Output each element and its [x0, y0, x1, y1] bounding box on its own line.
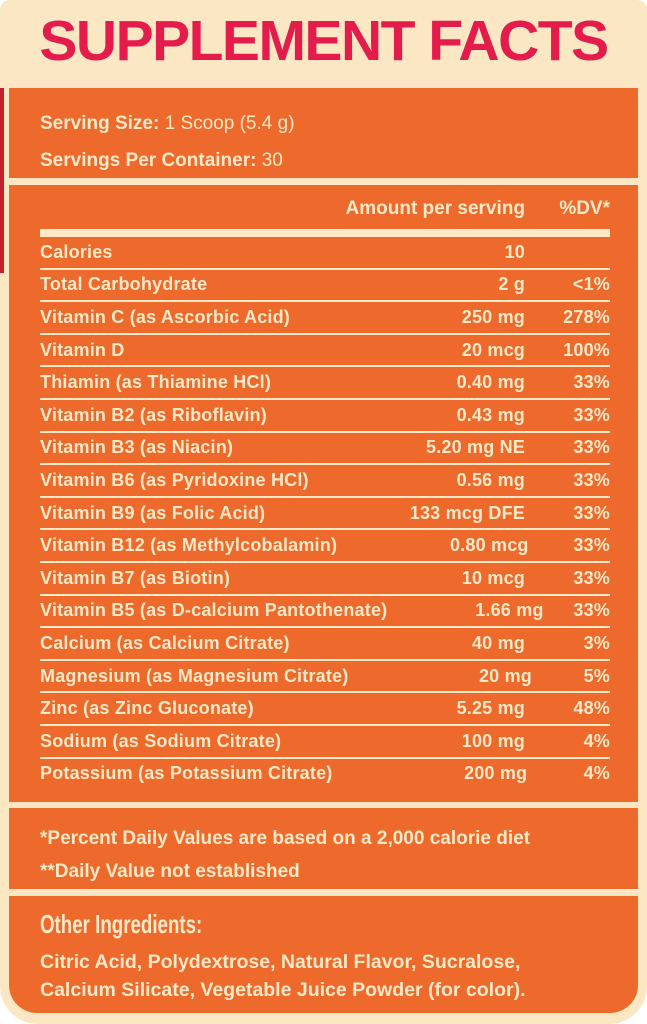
table-row	[40, 400, 610, 433]
table-row	[40, 596, 610, 629]
table-row	[40, 530, 610, 563]
column-header-amount: Amount per serving	[345, 198, 525, 219]
nutrient-amount: 1.66 mg	[475, 600, 544, 621]
table-row	[40, 693, 610, 726]
nutrient-dv: 33%	[573, 600, 610, 621]
nutrient-dv: 33%	[573, 502, 610, 523]
footnotes-panel	[9, 808, 638, 889]
table-row	[40, 726, 610, 759]
page-title: SUPPLEMENT FACTS	[39, 9, 608, 73]
table-header-row	[40, 194, 610, 224]
nutrient-amount: 5.25 mg	[456, 698, 525, 719]
table-row	[40, 302, 610, 335]
servings-per-container-label: Servings Per Container:	[40, 150, 257, 171]
nutrient-dv: 5%	[583, 665, 610, 686]
other-ingredients-body: Citric Acid, Polydextrose, Natural Flavor, Sucralose, Calcium Silicate, Vegetable Juice Powder (for color).	[40, 951, 526, 1001]
nutrient-name: Vitamin D	[40, 339, 125, 360]
header-separator-bar	[40, 229, 610, 237]
nutrient-dv: <1%	[572, 274, 610, 295]
serving-size-value: 1 Scoop (5.4 g)	[164, 113, 295, 134]
nutrient-amount: 200 mg	[464, 763, 528, 784]
nutrient-amount: 20 mg	[478, 665, 532, 686]
table-rows	[40, 237, 610, 789]
table-row	[40, 335, 610, 368]
nutrient-name: Sodium (as Sodium Citrate)	[40, 730, 282, 751]
nutrient-name: Zinc (as Zinc Gluconate)	[40, 698, 254, 719]
table-row	[40, 367, 610, 400]
nutrient-name: Vitamin C (as Ascorbic Acid)	[40, 306, 290, 327]
nutrient-name: Calories	[40, 241, 113, 262]
nutrient-dv: 33%	[573, 567, 610, 588]
nutrient-name: Vitamin B6 (as Pyridoxine HCl)	[40, 469, 309, 490]
nutrient-amount: 100 mg	[461, 730, 525, 751]
footnote-daily-values: *Percent Daily Values are based on a 2,000 calorie diet	[40, 828, 531, 849]
table-row	[40, 498, 610, 531]
table-row	[40, 563, 610, 596]
table-row	[40, 628, 610, 661]
nutrient-name: Vitamin B2 (as Riboflavin)	[40, 404, 267, 425]
nutrient-amount: 10	[504, 241, 525, 262]
other-ingredients-heading: Other Ingredients:	[40, 909, 203, 939]
footnote-dv-not-established: **Daily Value not established	[40, 861, 300, 882]
nutrient-dv: 4%	[583, 730, 610, 751]
nutrient-dv: 33%	[573, 437, 610, 458]
nutrients-table-panel	[9, 185, 638, 802]
nutrient-amount: 0.80 mcg	[449, 535, 529, 556]
nutrient-amount: 5.20 mg NE	[425, 437, 525, 458]
nutrient-name: Potassium (as Potassium Citrate)	[40, 763, 333, 784]
column-header-dv: %DV*	[559, 198, 610, 219]
nutrient-amount: 0.43 mg	[456, 404, 525, 425]
serving-size-line	[40, 105, 610, 142]
other-ingredients-panel	[9, 896, 638, 1013]
nutrient-name: Vitamin B9 (as Folic Acid)	[40, 502, 266, 523]
nutrient-amount: 0.56 mg	[456, 469, 525, 490]
nutrient-name: Calcium (as Calcium Citrate)	[40, 632, 290, 653]
nutrient-dv: 4%	[583, 763, 610, 784]
nutrient-amount: 40 mg	[471, 632, 525, 653]
serving-size-label: Serving Size:	[40, 113, 160, 134]
nutrient-amount: 2 g	[498, 274, 525, 295]
serving-info-panel	[9, 88, 638, 178]
nutrient-dv: 33%	[573, 535, 610, 556]
left-edge-strip	[0, 88, 4, 273]
nutrient-amount: 20 mcg	[461, 339, 525, 360]
nutrient-amount: 250 mg	[461, 306, 525, 327]
nutrient-name: Vitamin B12 (as Methylcobalamin)	[40, 535, 338, 556]
nutrient-name: Vitamin B3 (as Niacin)	[40, 437, 234, 458]
nutrient-dv: 100%	[563, 339, 610, 360]
nutrient-dv: 33%	[573, 372, 610, 393]
nutrient-dv: 33%	[573, 404, 610, 425]
nutrient-amount: 133 mcg DFE	[409, 502, 525, 523]
table-row	[40, 270, 610, 303]
nutrient-name: Total Carbohydrate	[40, 274, 208, 295]
nutrient-amount: 0.40 mg	[456, 372, 525, 393]
nutrient-dv: 33%	[573, 469, 610, 490]
table-row	[40, 661, 610, 694]
servings-per-container-value: 30	[261, 150, 283, 171]
nutrient-name: Thiamin (as Thiamine HCl)	[40, 372, 272, 393]
nutrient-dv: 48%	[573, 698, 610, 719]
nutrient-name: Vitamin B7 (as Biotin)	[40, 567, 231, 588]
table-row	[40, 433, 610, 466]
nutrient-dv: 278%	[563, 306, 610, 327]
table-row	[40, 759, 610, 790]
nutrient-amount: 10 mcg	[461, 567, 525, 588]
nutrient-name: Magnesium (as Magnesium Citrate)	[40, 665, 349, 686]
table-row	[40, 465, 610, 498]
servings-per-container-line	[40, 142, 610, 179]
nutrient-dv: 3%	[583, 632, 610, 653]
nutrient-name: Vitamin B5 (as D-calcium Pantothenate)	[40, 600, 388, 621]
table-row	[40, 237, 610, 270]
